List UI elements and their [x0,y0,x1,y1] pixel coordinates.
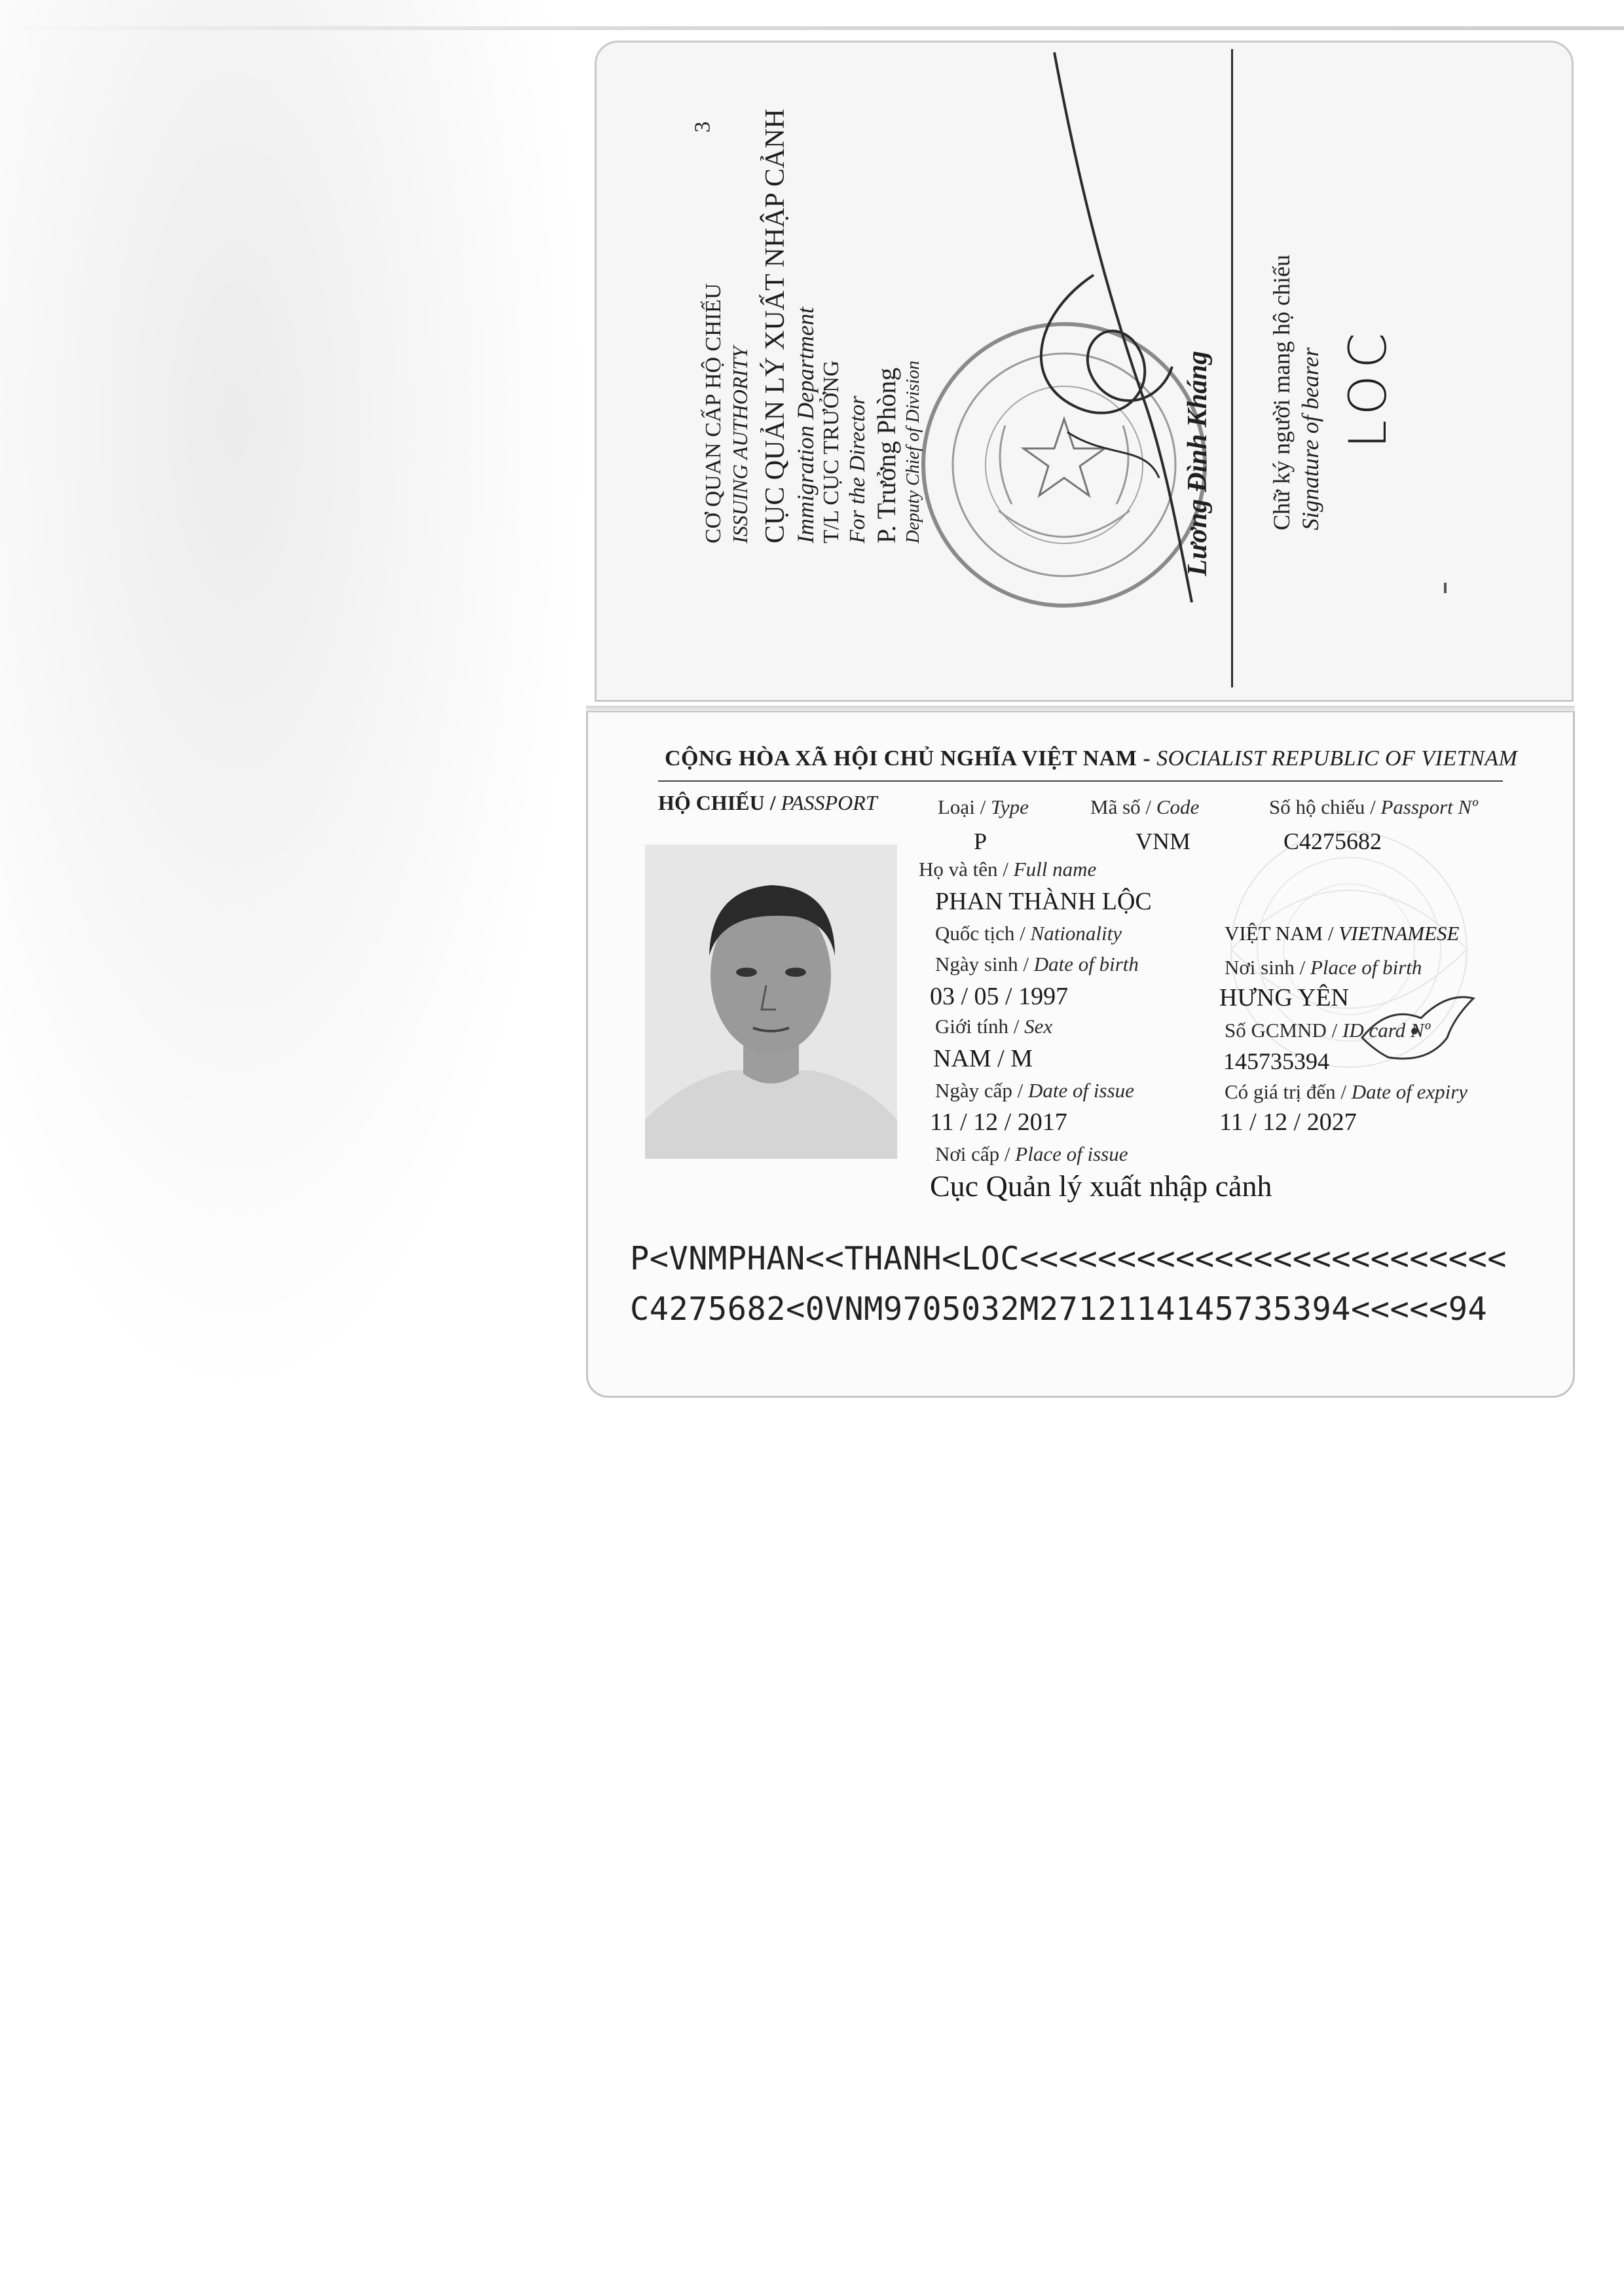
signatory-title-vi: P. Trưởng Phòng [872,367,901,543]
nationality-label-en: Nationality [1030,922,1122,945]
portrait-photo-icon [645,845,897,1159]
sex-label: Giới tính / Sex [935,1015,1053,1038]
scan-mark [1444,583,1447,593]
sex-value: NAM / M [933,1045,1033,1072]
full-name: PHAN THÀNH LỘC [935,888,1152,915]
issuing-authority-label-en: ISSUING AUTHORITY [728,346,752,543]
date-of-birth: 03 / 05 / 1997 [930,983,1069,1010]
expiry-date-label-en: Date of expiry [1351,1080,1468,1103]
passport-no-label-en: Passport Nº [1380,795,1478,818]
id-card-number: 145735394 [1223,1048,1329,1074]
full-name-label: Họ và tên / Full name [919,858,1097,881]
bearer-signature-label [1267,255,1325,530]
issuing-authority-label-vi: CƠ QUAN CẤP HỘ CHIẾU [701,283,726,543]
mrz-line-1: P<VNMPHAN<<THANH<LOC<<<<<<<<<<<<<<<<<<<<<<<<< [630,1241,1507,1277]
code-label: Mã số / Code [1090,795,1200,818]
full-name-label-vi: Họ và tên [919,858,998,881]
passport-no-label: Số hộ chiếu / Passport Nº [1269,795,1478,818]
signature-scribble-icon [995,39,1211,615]
mrz-line-2: C4275682<0VNM9705032M2712114145735394<<<<<94 [630,1291,1488,1328]
sex-label-en: Sex [1024,1015,1053,1038]
type-label: Loại / Type [938,795,1029,818]
nationality-value-en: VIETNAMESE [1338,922,1460,945]
issue-date-label-vi: Ngày cấp [935,1079,1012,1102]
dob-label-vi: Ngày sinh [935,953,1018,975]
issue-date-label-en: Date of issue [1028,1079,1134,1102]
code-value: VNM [1135,828,1191,854]
signatory-name: Lương Đình Kháng [1183,350,1213,576]
heading-rule [658,780,1503,782]
place-of-issue-label-en: Place of issue [1015,1142,1128,1165]
nationality-label-vi: Quốc tịch [935,922,1015,945]
type-label-en: Type [990,795,1029,818]
authority-name-en: Immigration Department [792,307,819,543]
id-card-label-vi: Số GCMND [1225,1019,1327,1042]
place-of-birth: HƯNG YÊN [1219,984,1349,1011]
place-of-issue-label-vi: Nơi cấp [935,1142,1000,1165]
expiry-date-label: Có giá trị đến / Date of expiry [1225,1080,1468,1103]
authority-name-vi: CỤC QUẢN LÝ XUẤT NHẬP CẢNH [760,109,790,543]
date-of-issue: 11 / 12 / 2017 [930,1108,1067,1136]
nationality-label: Quốc tịch / Nationality [935,922,1122,945]
page-number: 3 [690,121,715,133]
pob-label-vi: Nơi sinh [1225,956,1295,979]
document-label-vi: HỘ CHIẾU [658,791,765,814]
scanner-edge [0,26,1624,30]
id-card-label: Số GCMND / ID card Nº [1225,1019,1431,1042]
expiry-date-label-vi: Có giá trị đến [1225,1080,1336,1103]
issue-date-label: Ngày cấp / Date of issue [935,1079,1134,1102]
signature-divider [1231,49,1233,687]
passport-number: C4275682 [1283,828,1382,854]
republic-heading-en: SOCIALIST REPUBLIC OF VIETNAM [1156,746,1518,771]
nationality-value: VIỆT NAM / VIETNAMESE [1225,922,1460,945]
republic-heading [665,746,1517,771]
sex-label-vi: Giới tính [935,1015,1008,1038]
code-label-vi: Mã số [1090,795,1141,818]
pob-label: Nơi sinh / Place of birth [1225,956,1422,979]
bearer-signature-label-vi: Chữ ký người mang hộ chiếu [1268,254,1295,530]
type-label-vi: Loại [938,795,975,818]
scanner-shadow [0,0,589,1408]
dob-label: Ngày sinh / Date of birth [935,953,1139,975]
date-of-expiry: 11 / 12 / 2027 [1219,1108,1357,1136]
for-director-vi: T/L CỤC TRƯỞNG [819,360,843,543]
code-label-en: Code [1156,795,1200,818]
place-of-issue: Cục Quản lý xuất nhập cảnh [930,1169,1272,1203]
type-value: P [974,828,987,854]
portrait-photo [645,845,897,1159]
signatory-title-en: Deputy Chief of Division [903,360,923,543]
republic-heading-vi: CỘNG HÒA XÃ HỘI CHỦ NGHĨA VIỆT NAM [665,746,1137,771]
dob-label-en: Date of birth [1033,953,1139,975]
issuing-authority-block [701,85,925,543]
document-label-en: PASSPORT [781,791,877,814]
bearer-signature: LOC [1339,326,1398,448]
page-fold [586,706,1575,711]
passport-no-label-vi: Số hộ chiếu [1269,795,1365,818]
full-name-label-en: Full name [1013,858,1097,881]
id-card-label-en: ID card Nº [1342,1019,1431,1042]
nationality-value-vi: VIỆT NAM [1225,922,1323,945]
document-label: HỘ CHIẾU / PASSPORT [658,791,877,814]
pob-label-en: Place of birth [1310,956,1422,979]
bearer-signature-label-en: Signature of bearer [1297,347,1323,530]
for-director-en: For the Director [845,395,870,543]
republic-separator: - [1137,746,1157,771]
place-of-issue-label: Nơi cấp / Place of issue [935,1142,1128,1165]
